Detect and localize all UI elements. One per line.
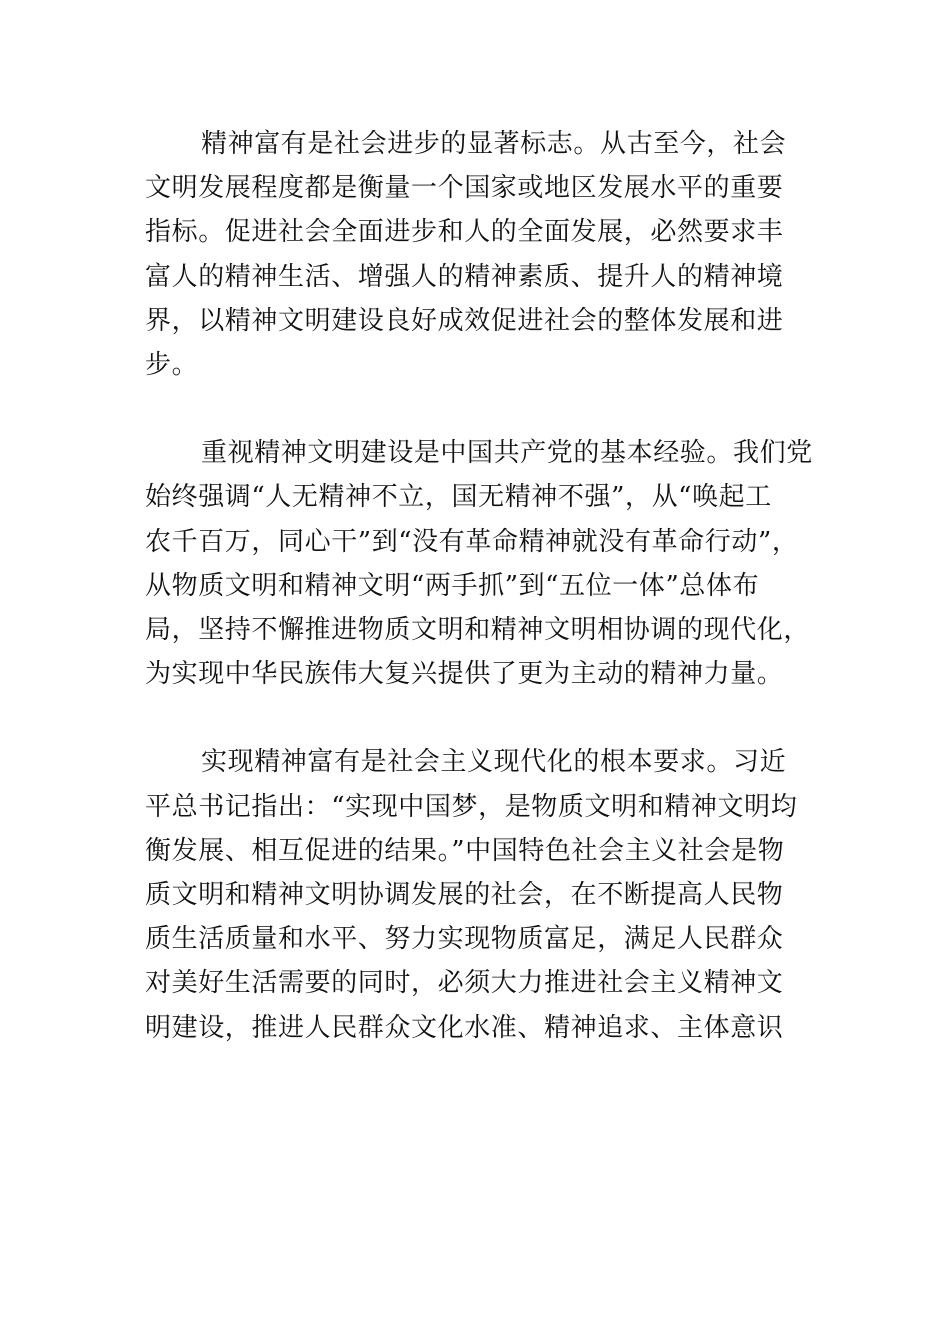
document-body — [145, 122, 835, 1050]
paragraph-line: 衡发展、相互促进的结果。”中国特色社会主义社会是物 — [145, 835, 785, 866]
paragraph-spiritual-richness — [145, 122, 835, 387]
paragraph-line: 精神富有是社会进步的显著标志。从古至今，社会 — [201, 129, 787, 159]
paragraph-line: 重视精神文明建设是中国共产党的基本经验。我们党 — [201, 438, 813, 469]
paragraph-line: 局，坚持不懈推进物质文明和精神文明相协调的现代化， — [145, 615, 811, 646]
paragraph-line: 界，以精神文明建设良好成效促进社会的整体发展和进 — [145, 305, 784, 336]
paragraph-line: 从物质文明和精神文明“两手抓”到“五位一体”总体布 — [145, 570, 760, 601]
paragraph-line: 指标。促进社会全面进步和人的全面发展，必然要求丰 — [145, 217, 784, 248]
paragraph-line: 始终强调“人无精神不立，国无精神不强”，从“唤起工 — [145, 482, 772, 513]
paragraph-party-experience — [145, 431, 835, 696]
paragraph-modernization-requirement — [145, 740, 835, 1049]
paragraph-line: 对美好生活需要的同时，必须大力推进社会主义精神文 — [145, 968, 784, 999]
paragraph-line: 步。 — [145, 350, 199, 381]
paragraph-line: 明建设，推进人民群众文化水准、精神追求、主体意识 — [145, 1012, 784, 1043]
paragraph-line: 为实现中华民族伟大复兴提供了更为主动的精神力量。 — [145, 659, 784, 690]
paragraph-line: 质文明和精神文明协调发展的社会，在不断提高人民物 — [145, 880, 784, 911]
paragraph-line: 富人的精神生活、增强人的精神素质、提升人的精神境 — [145, 261, 784, 292]
paragraph-line: 文明发展程度都是衡量一个国家或地区发展水平的重要 — [145, 173, 784, 204]
paragraph-line: 农千百万，同心干”到“没有革命精神就没有革命行动”， — [145, 526, 799, 557]
paragraph-line: 实现精神富有是社会主义现代化的根本要求。习近 — [201, 747, 787, 778]
paragraph-line: 质生活质量和水平、努力实现物质富足，满足人民群众 — [145, 924, 784, 955]
paragraph-line: 平总书记指出：“实现中国梦，是物质文明和精神文明均 — [145, 791, 798, 822]
